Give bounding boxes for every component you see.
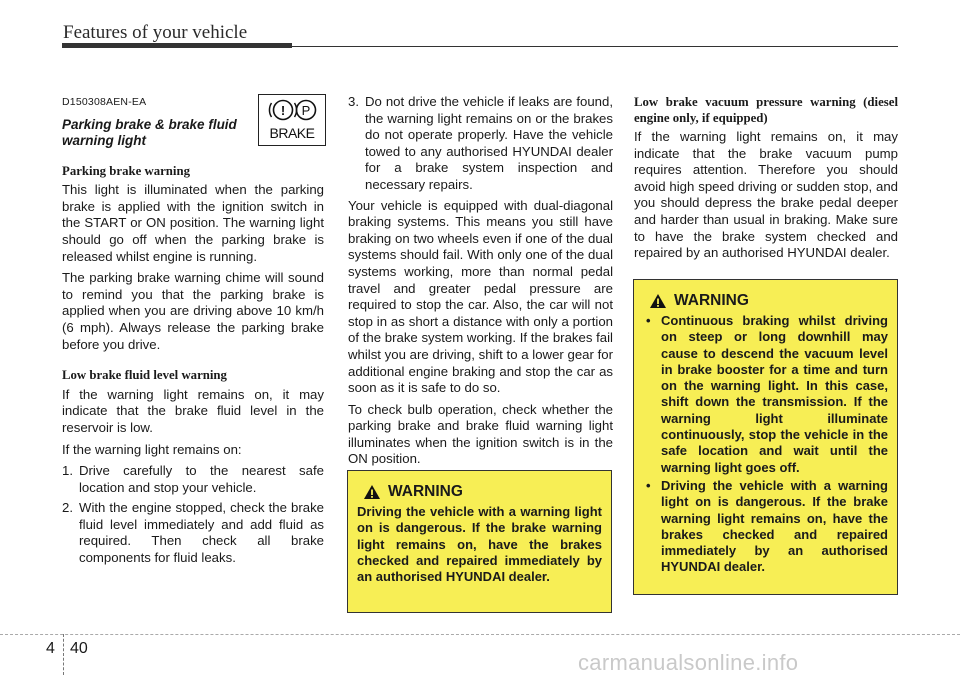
header-rule (292, 46, 898, 47)
section-number: 4 (46, 640, 55, 657)
section-title: Parking brake & brake fluid warning light (62, 116, 237, 148)
header-bar (62, 43, 292, 48)
brake-label: BRAKE (269, 125, 315, 141)
vacuum-pressure-heading: Low brake vacuum pressure warning (diesel engine only, if equipped) (634, 95, 898, 125)
brake-warning-icon (258, 94, 326, 146)
list-item (62, 500, 324, 566)
dual-braking-paragraph: Your vehicle is equipped with dual-diagonal braking systems. This means you still have braking on two wheels even if one of the dual systems should fail. With only one of the dual systems working, more than normal pedal travel and greater pedal pressure are required to stop the car. Also, the car will not stop in as short a distance with only a portion of the brake system working. If the brakes fail whilst you are driving, shift to a lower gear for additional engine braking and stop the car as soon as it is safe to do so. (348, 197, 613, 396)
warning-header (363, 483, 602, 501)
warning-header (649, 292, 888, 310)
page-header-title: Features of your vehicle (63, 22, 248, 43)
exclamation-symbol: ! (280, 103, 286, 118)
bullet-text: Continuous braking whilst driving on steep or long downhill may cause to descend the vacuum level in brake booster for a time and turn on the warning light. In this case, shift down the transmission. If the warning light illuminate continuously, stop the vehicle in the safe location and wait until the warning light goes off. (661, 313, 888, 475)
list-text: Do not drive the vehicle if leaks are found, the warning light remains on or the brakes do not operate properly. Have the vehicle towed to any authorised HYUNDAI dealer for a brake system inspection and necessary repairs. (365, 94, 613, 192)
warning-title: WARNING (388, 483, 463, 500)
parking-brake-paragraph-2: The parking brake warning chime will sound to remind you that the parking brake is applied when you are driving above 10 km/h (6 mph). Always release the parking brake before you drive. (62, 270, 324, 352)
parking-symbol: P (301, 103, 311, 118)
warning-text (643, 313, 888, 576)
bullet-dot: • (646, 313, 651, 328)
list-number: 1. (62, 463, 73, 479)
parking-brake-paragraph-1: This light is illuminated when the parking brake is applied with the ignition switch in the START or ON position. The warning light should go off when the parking brake is released whilst engine is running. (62, 182, 324, 264)
warning-bullet (643, 313, 888, 476)
warning-title: WARNING (674, 292, 749, 309)
bullet-text: Driving the vehicle with a warning light on is dangerous. If the brake warning light remains on, have the brakes checked and repaired immediately by an authorised HYUNDAI dealer. (661, 477, 888, 575)
list-item (348, 94, 613, 194)
list-text: With the engine stopped, check the brake fluid level immediately and add fluid as required. Then check all brake components for fluid leaks. (79, 500, 324, 566)
column-3 (634, 94, 898, 267)
parking-brake-warning-heading: Parking brake warning (62, 163, 190, 178)
vacuum-pressure-paragraph: If the warning light remains on, it may indicate that the brake vacuum pump requires attention. Therefore you should avoid high speed driving or sudden stop, and you should depress the brake pedal deeper and harder than usual in braking. Make sure to have the brake system checked and repaired by an authorised HYUNDAI dealer. (634, 129, 898, 261)
low-brake-fluid-heading: Low brake fluid level warning (62, 368, 227, 383)
list-text: Drive carefully to the nearest safe location and stop your vehicle. (79, 463, 324, 495)
bulb-check-paragraph: To check bulb operation, check whether the parking brake and brake fluid warning light illuminates when the ignition switch is in the ON position. (348, 401, 613, 467)
warning-triangle-icon (363, 484, 381, 500)
footer-rule (0, 634, 960, 635)
page-number: 40 (70, 640, 88, 657)
warning-box-brake-light (347, 470, 612, 613)
warning-triangle-icon (649, 293, 667, 309)
column-1 (62, 94, 324, 571)
brake-warning-icon-graphic (259, 95, 325, 145)
footer-divider (63, 634, 64, 675)
warning-bullet (643, 478, 888, 576)
bullet-dot: • (646, 477, 651, 493)
list-number: 2. (62, 500, 73, 516)
low-brake-fluid-paragraph-2: If the warning light remains on: (62, 441, 242, 457)
list-item (62, 463, 324, 496)
low-brake-fluid-paragraph-1: If the warning light remains on, it may indicate that the brake fluid level in the reservoir is low. (62, 386, 324, 435)
warning-box-vacuum (633, 279, 898, 595)
warning-text: Driving the vehicle with a warning light on is dangerous. If the brake warning light remains on, have the brakes checked and repaired immediately by an authorised HYUNDAI dealer. (357, 504, 602, 585)
list-number: 3. (348, 94, 359, 109)
column-2 (348, 94, 613, 473)
watermark: carmanualsonline.info (578, 650, 799, 675)
section-code: D150308AEN-EA (62, 96, 147, 108)
